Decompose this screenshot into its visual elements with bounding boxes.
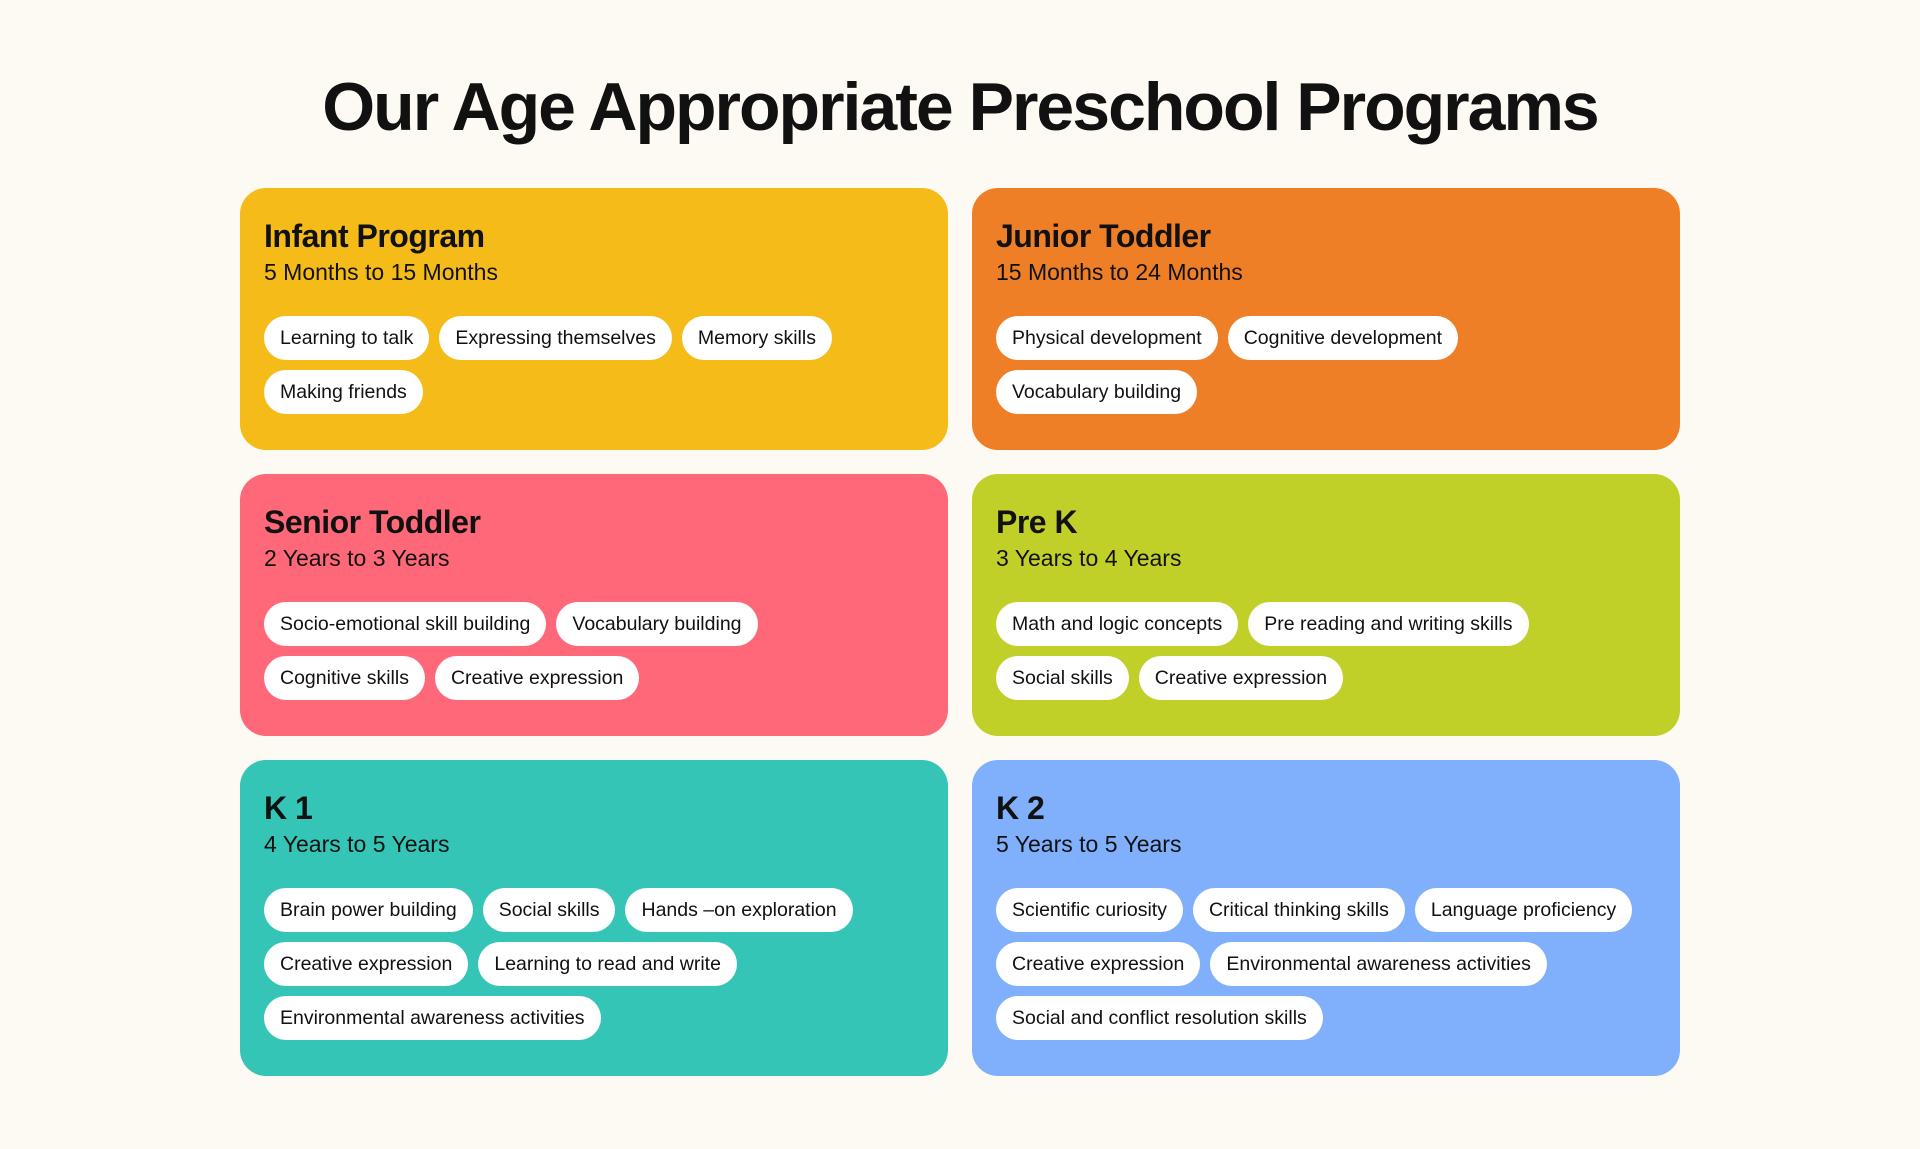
program-title: Pre K [996,504,1078,540]
program-age-range: 4 Years to 5 Years [264,831,450,857]
skill-tag: Vocabulary building [556,602,757,646]
skill-tag-list [264,602,924,700]
skill-tag: Socio-emotional skill building [264,602,546,646]
skill-tag-list [264,888,924,1040]
program-card [240,760,948,1076]
skill-tag: Hands –on exploration [625,888,852,932]
skill-tag: Social skills [483,888,616,932]
skill-tag: Vocabulary building [996,370,1197,414]
skill-tag: Environmental awareness activities [1210,942,1547,986]
program-age-range: 5 Months to 15 Months [264,259,498,285]
skill-tag: Cognitive development [1228,316,1458,360]
skill-tag: Making friends [264,370,423,414]
page-title: Our Age Appropriate Preschool Programs [322,69,1598,145]
program-card [972,760,1680,1076]
skill-tag: Critical thinking skills [1193,888,1405,932]
program-age-range: 5 Years to 5 Years [996,831,1182,857]
skill-tag: Math and logic concepts [996,602,1238,646]
skill-tag: Creative expression [264,942,468,986]
skill-tag: Expressing themselves [439,316,672,360]
skill-tag: Memory skills [682,316,832,360]
program-card [240,188,948,450]
skill-tag: Language proficiency [1415,888,1632,932]
program-age-range: 2 Years to 3 Years [264,545,450,571]
skill-tag-list [996,602,1656,700]
skill-tag: Pre reading and writing skills [1248,602,1528,646]
program-age-range: 15 Months to 24 Months [996,259,1243,285]
skill-tag: Learning to read and write [478,942,737,986]
skill-tag: Scientific curiosity [996,888,1183,932]
skill-tag-list [996,316,1656,414]
skill-tag: Cognitive skills [264,656,425,700]
program-card [972,188,1680,450]
program-age-range: 3 Years to 4 Years [996,545,1182,571]
skill-tag: Creative expression [435,656,639,700]
program-title: Infant Program [264,218,485,254]
program-title: K 2 [996,790,1045,826]
program-title: Junior Toddler [996,218,1211,254]
program-title: K 1 [264,790,313,826]
skill-tag: Physical development [996,316,1218,360]
program-title: Senior Toddler [264,504,481,540]
program-card [240,474,948,736]
skill-tag: Creative expression [1139,656,1343,700]
programs-grid [240,188,1680,1076]
skill-tag: Learning to talk [264,316,429,360]
skill-tag: Brain power building [264,888,473,932]
skill-tag-list [996,888,1656,1040]
skill-tag: Social and conflict resolution skills [996,996,1323,1040]
program-card [972,474,1680,736]
skill-tag: Creative expression [996,942,1200,986]
skill-tag: Environmental awareness activities [264,996,601,1040]
skill-tag-list [264,316,924,414]
skill-tag: Social skills [996,656,1129,700]
